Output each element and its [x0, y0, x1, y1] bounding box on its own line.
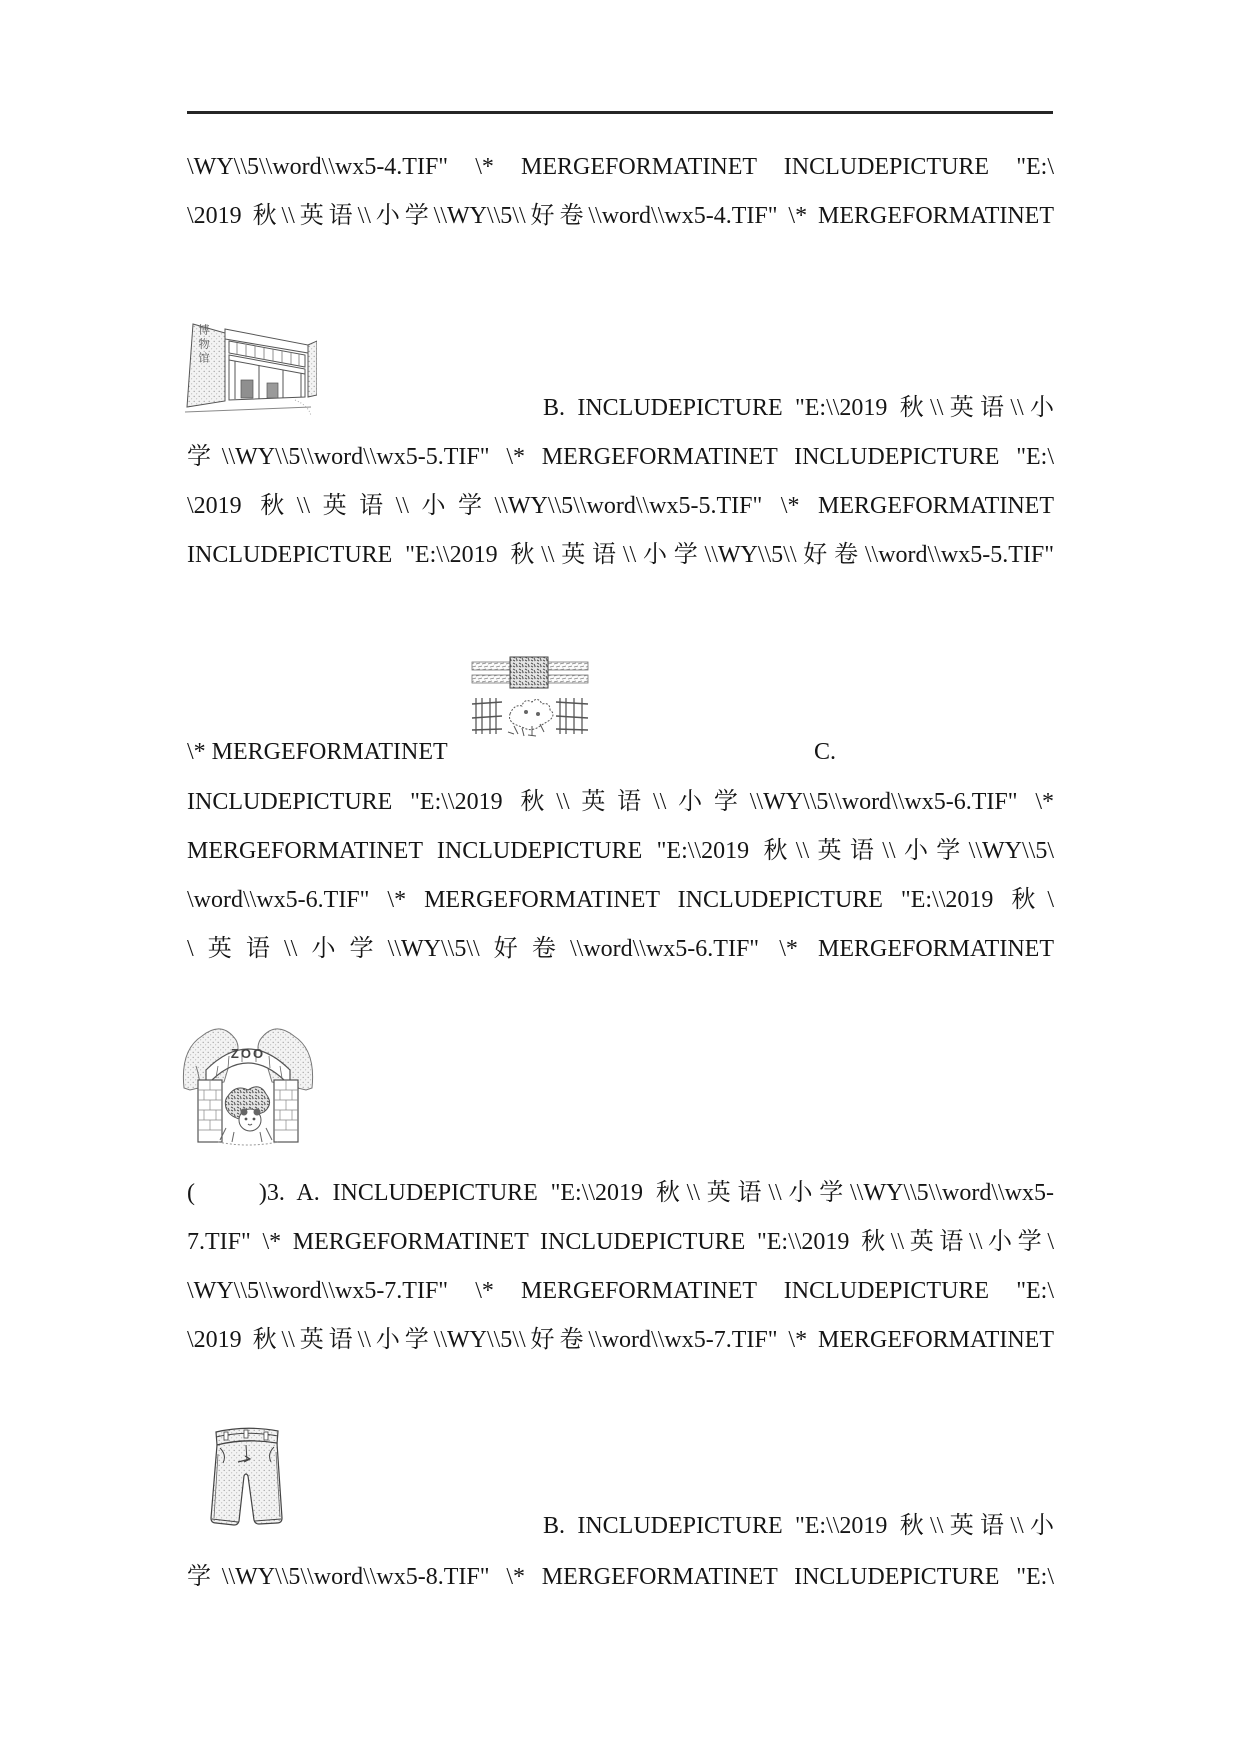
field-code-line: 学\\WY\\5\\word\\wx5-5.TIF" \* MERGEFORMATINET INCLUDEPICTURE "E:\	[187, 444, 1054, 470]
header-divider-rule	[187, 111, 1053, 114]
museum-building-image	[183, 300, 317, 418]
railway-crossing-drawing	[470, 656, 590, 740]
option-c-label: C.	[814, 739, 837, 765]
question-3-line: ( )3. A. INCLUDEPICTURE "E:\\2019 秋\\英语\\小学\\WY\\5\\word\\wx5-	[187, 1180, 1054, 1206]
option-b-line: B. INCLUDEPICTURE "E:\\2019 秋\\英语\\小	[543, 1513, 1054, 1539]
field-code-line: \word\\wx5-6.TIF" \* MERGEFORMATINET INCLUDEPICTURE "E:\\2019 秋\	[187, 887, 1054, 913]
field-code-line	[187, 735, 1054, 769]
field-code-line: INCLUDEPICTURE "E:\\2019 秋\\英语\\小学\\WY\\5\\word\\wx5-6.TIF" \*	[187, 789, 1054, 815]
railway-crossing-image	[470, 656, 590, 740]
option-b-line: B. INCLUDEPICTURE "E:\\2019 秋\\英语\\小	[543, 395, 1054, 421]
trousers-image	[208, 1424, 284, 1534]
field-code-line: 7.TIF" \* MERGEFORMATINET INCLUDEPICTURE "E:\\2019 秋\\英语\\小学\	[187, 1229, 1054, 1255]
zoo-entrance-image	[182, 1016, 314, 1148]
field-code-line: \2019 秋\\英语\\小学\\WY\\5\\word\\wx5-5.TIF" \* MERGEFORMATINET	[187, 493, 1054, 519]
trousers-drawing	[208, 1424, 284, 1534]
field-code-line: \2019 秋\\英语\\小学\\WY\\5\\好卷\\word\\wx5-7.TIF" \* MERGEFORMATINET	[187, 1327, 1054, 1353]
merge-format-text: \* MERGEFORMATINET	[187, 739, 448, 765]
zoo-sign-label: ZOO	[230, 1046, 266, 1061]
field-code-line: \WY\\5\\word\\wx5-7.TIF" \* MERGEFORMATINET INCLUDEPICTURE "E:\	[187, 1278, 1054, 1304]
field-code-line: 学\\WY\\5\\word\\wx5-8.TIF" \* MERGEFORMATINET INCLUDEPICTURE "E:\	[187, 1564, 1054, 1590]
field-code-line: INCLUDEPICTURE "E:\\2019 秋\\英语\\小学\\WY\\5\\好卷\\word\\wx5-5.TIF"	[187, 542, 1054, 568]
field-code-line: \WY\\5\\word\\wx5-4.TIF" \* MERGEFORMATINET INCLUDEPICTURE "E:\	[187, 154, 1054, 180]
field-code-line: \英语\\小学\\WY\\5\\好卷\\word\\wx5-6.TIF" \* MERGEFORMATINET	[187, 936, 1054, 962]
field-code-line: MERGEFORMATINET INCLUDEPICTURE "E:\\2019 秋\\英语\\小学\\WY\\5\	[187, 838, 1054, 864]
field-code-line: \2019 秋\\英语\\小学\\WY\\5\\好卷\\word\\wx5-4.TIF" \* MERGEFORMATINET	[187, 203, 1054, 229]
zoo-entrance-drawing	[182, 1016, 314, 1148]
museum-sign-label: 博物馆	[197, 324, 209, 366]
